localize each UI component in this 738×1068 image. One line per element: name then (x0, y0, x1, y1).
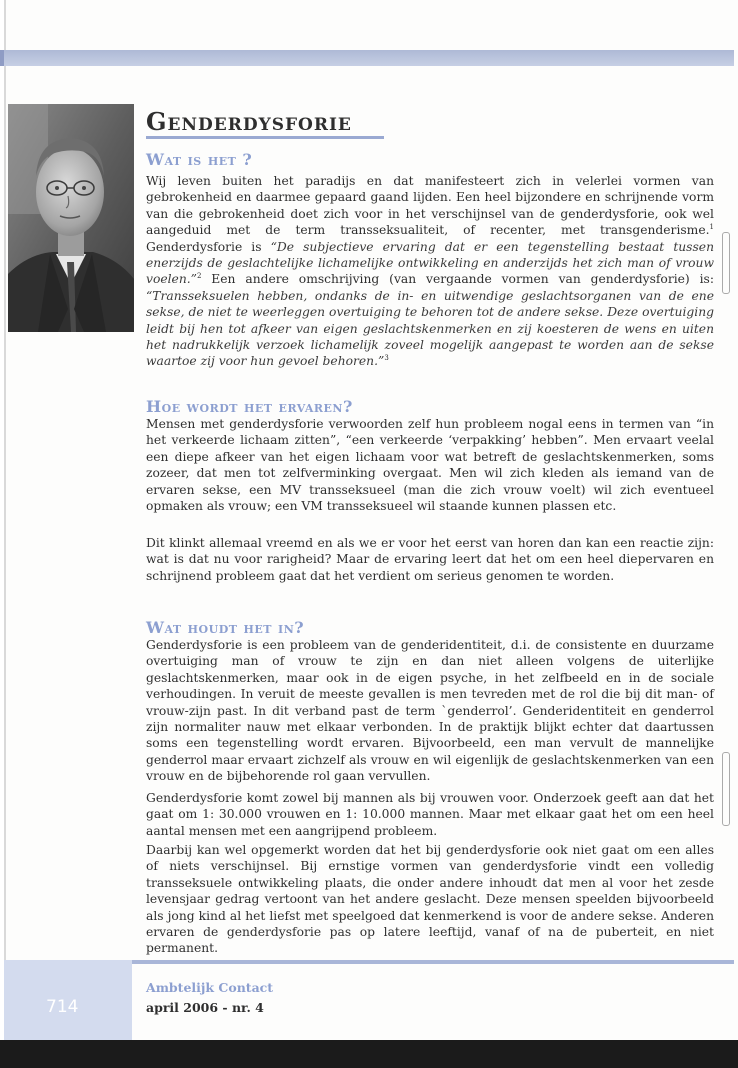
body-text: Een andere omschrijving (van vergaande vormen van genderdysforie) is: (201, 272, 714, 287)
body-text: Genderdysforie komt zowel bij mannen als bij vrouwen voor. Onderzoek geeft aan dat het gaat om 1: 30.000 vrouwen en 1: 10.000 mannen. Maar met elkaar gaat het om een heel aantal mensen met een aangrijpend probleem. (146, 791, 714, 838)
section-3-paragraph-3 (146, 842, 714, 957)
staple-mark-top (722, 232, 730, 294)
section-3-paragraph-1 (146, 637, 714, 785)
body-text: Daarbij kan wel opgemerkt worden dat het bij genderdysforie ook niet gaat om een alles of niets verschijnsel. Bij ernstige vormen van genderdysforie vindt een volledig transseksuele ontwikkeling plaats, die onder andere inhoudt dat men al voor het zesde levensjaar gedrag vertoont van het andere geslacht. Deze mensen speelden bijvoorbeeld als jong kind al het liefst met speelgoed dat kenmerkend is voor de andere sekse. Anderen ervaren de genderdysforie pas op latere leeftijd, vanaf of na de puberteit, en niet permanent. (146, 843, 714, 956)
portrait-illustration (8, 104, 134, 332)
staple-mark-bottom (722, 752, 730, 826)
page-number: 714 (46, 997, 79, 1017)
body-text: Wij leven buiten het paradijs en dat manifesteert zich in velerlei vormen van gebrokenheid en daarmee gepaard gaand lijden. Een heel bijzondere en schrijnende vorm van die gebrokenheid doet zich voor in het verschijnsel van de genderdysforie, ook wel aangeduid met de term transseksualiteit, of recenter, met transgenderisme. (146, 174, 714, 238)
section-2-paragraph-2 (146, 535, 714, 584)
magazine-name: Ambtelijk Contact (146, 980, 274, 995)
quotation-text: “Transseksuelen hebben, ondanks de in- en uitwendige geslachtsorganen van de ene sekse, de niet te weerleggen overtuiging te behoren tot de andere sekse. Deze overtuiging leidt bij hen tot afkeer van eigen geslachtskenmerken en zij koesteren de wens en uiten het nadrukkelijk verzoek lichamelijk zoveel mogelijk aangepast te worden aan de sekse waartoe zij voor hun gevoel behoren.” (146, 288, 714, 369)
body-text: Mensen met genderdysforie verwoorden zelf hun probleem nogal eens in termen van “in het verkeerde lichaam zitten”, “een verkeerde ‘verpakking’ hebben”. Men ervaart veelal een diepe afkeer van het eigen lichaam voor wat betreft de geslachtskenmerken, soms zozeer, dat men tot zelfverminking overgaat. Men wil zich kleden als iemand van de ervaren sekse, een MV transseksueel (man die zich vrouw voelt) wil zich eventueel opmaken als vrouw; een VM transseksueel wil staande kunnen plassen etc. (146, 417, 714, 514)
page-title: Genderdysforie (146, 107, 352, 136)
quotation-text: “De subjectieve ervaring dat er een tegenstelling bestaat tussen enerzijds de geslachtelijke lichamelijke ontwikkeling en anderzijds het zich man of vrouw voelen.” (146, 239, 715, 287)
body-text: Dit klinkt allemaal vreemd en als we er voor het eerst van horen dan kan een reactie zijn: wat is dat nu voor rarigheid? Maar de ervaring leert dat het om een heel diepervaren en schrijnend probleem gaat dat het verdient om serieus genomen te worden. (146, 536, 714, 583)
title-underline (146, 136, 384, 139)
footnote-ref: 3 (384, 354, 389, 363)
body-text: Genderdysforie is een probleem van de genderidentiteit, d.i. de consistente en duurzame overtuiging man of vrouw te zijn en dan niet alleen volgens de uiterlijke geslachtskenmerken, maar ook in de eigen psyche, in het zelfbeeld en in de sociale verhoudingen. In veruit de meeste gevallen is men tevreden met de rol die bij dit man- of vrouw-zijn past. In dit verband past de term `genderrol’. Genderidentiteit en genderrol zijn normaliter nauw met elkaar verbonden. In de praktijk blijkt echter dat daartussen soms een tegenstelling wordt ervaren. Bijvoorbeeld, een man vervult de mannelijke genderrol maar ervaart zichzelf als vrouw en wil eigenlijk de geslachtskenmerken van een vrouw en de bijbehorende rol gaan vervullen. (146, 638, 714, 784)
section-heading-wat-houdt-het-in: Wat houdt het in? (146, 618, 305, 637)
author-photo (8, 104, 134, 332)
body-text: Genderdysforie is (146, 239, 271, 254)
section-heading-hoe-wordt-het-ervaren: Hoe wordt het ervaren? (146, 397, 353, 416)
footnote-ref: 2 (196, 272, 202, 281)
footnote-ref: 1 (709, 223, 714, 232)
issue-date: april 2006 - nr. 4 (146, 1000, 264, 1015)
section-3-paragraph-2 (146, 790, 714, 839)
section-heading-wat-is-het: Wat is het ? (146, 150, 253, 169)
section-1-paragraph-1 (146, 173, 714, 370)
section-2-paragraph-1 (146, 416, 714, 514)
scan-edge (4, 0, 6, 1068)
scan-bottom-edge (0, 1040, 738, 1068)
top-color-band (4, 50, 734, 66)
